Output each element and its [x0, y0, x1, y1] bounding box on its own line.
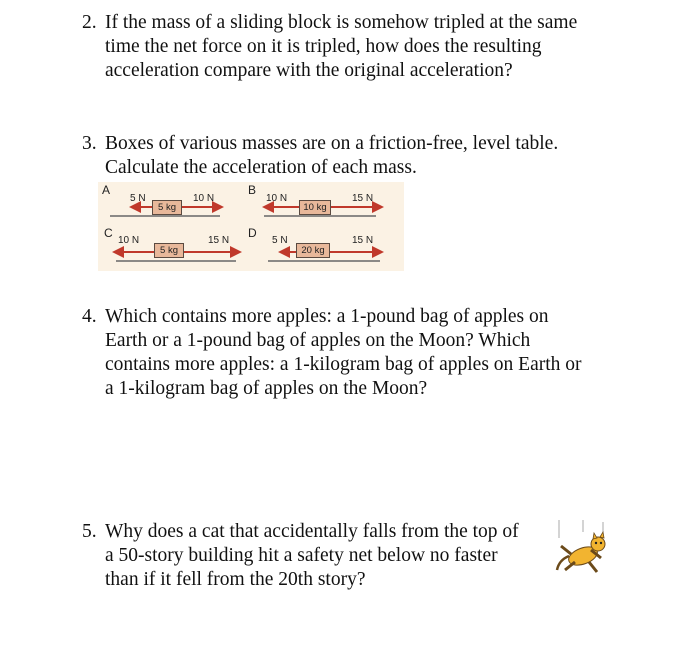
force-label: 10 N	[193, 193, 215, 204]
question-line: Earth or a 1-pound bag of apples on the Moon? Which	[105, 330, 531, 351]
question-number: 2.	[82, 12, 97, 33]
mass-box: 5 kg	[152, 200, 182, 215]
question-number: 4.	[82, 306, 97, 327]
question-line: acceleration compare with the original acceleration?	[105, 60, 513, 81]
question-line: Calculate the acceleration of each mass.	[105, 157, 417, 178]
diagram-label-a: A	[102, 183, 111, 197]
question-number: 3.	[82, 133, 97, 154]
mass-box: 10 kg	[299, 200, 331, 215]
question-text	[105, 520, 519, 592]
force-label: 15 N	[208, 235, 230, 246]
question-number: 5.	[82, 521, 97, 542]
question-line: than if it fell from the 20th story?	[105, 569, 366, 590]
question-line: Boxes of various masses are on a friction-free, level table.	[105, 133, 559, 154]
question-4	[82, 305, 582, 401]
force-label: 10 N	[266, 193, 288, 204]
question-line: a 1-kilogram bag of apples on the Moon?	[105, 378, 428, 399]
question-line: Why does a cat that accidentally falls from the top of	[105, 521, 519, 542]
force-label: 15 N	[352, 235, 374, 246]
force-label: 10 N	[118, 235, 140, 246]
question-line: Which contains more apples: a 1-pound bag of apples on	[105, 306, 549, 327]
force-label: 15 N	[352, 193, 374, 204]
mass-box: 5 kg	[154, 243, 184, 258]
question-3	[82, 132, 558, 180]
force-label: 5 N	[130, 193, 146, 204]
falling-cat-icon	[553, 518, 611, 578]
question-text	[105, 305, 582, 401]
question-line: a 50-story building hit a safety net below no faster	[105, 545, 498, 566]
question-5	[82, 520, 519, 592]
diagram-label-d: D	[248, 226, 257, 240]
diagram-label-c: C	[104, 226, 113, 240]
question-text	[105, 11, 577, 83]
question-line: contains more apples: a 1-kilogram bag of apples on Earth or	[105, 354, 582, 375]
question-text	[105, 132, 558, 180]
mass-box: 20 kg	[296, 243, 330, 258]
diagram-label-b: B	[248, 183, 257, 197]
force-label: 5 N	[272, 235, 288, 246]
question-line: If the mass of a sliding block is somehow tripled at the same	[105, 12, 578, 33]
force-diagram	[98, 182, 404, 271]
question-line: time the net force on it is tripled, how does the resulting	[105, 36, 542, 57]
question-2	[82, 11, 577, 83]
